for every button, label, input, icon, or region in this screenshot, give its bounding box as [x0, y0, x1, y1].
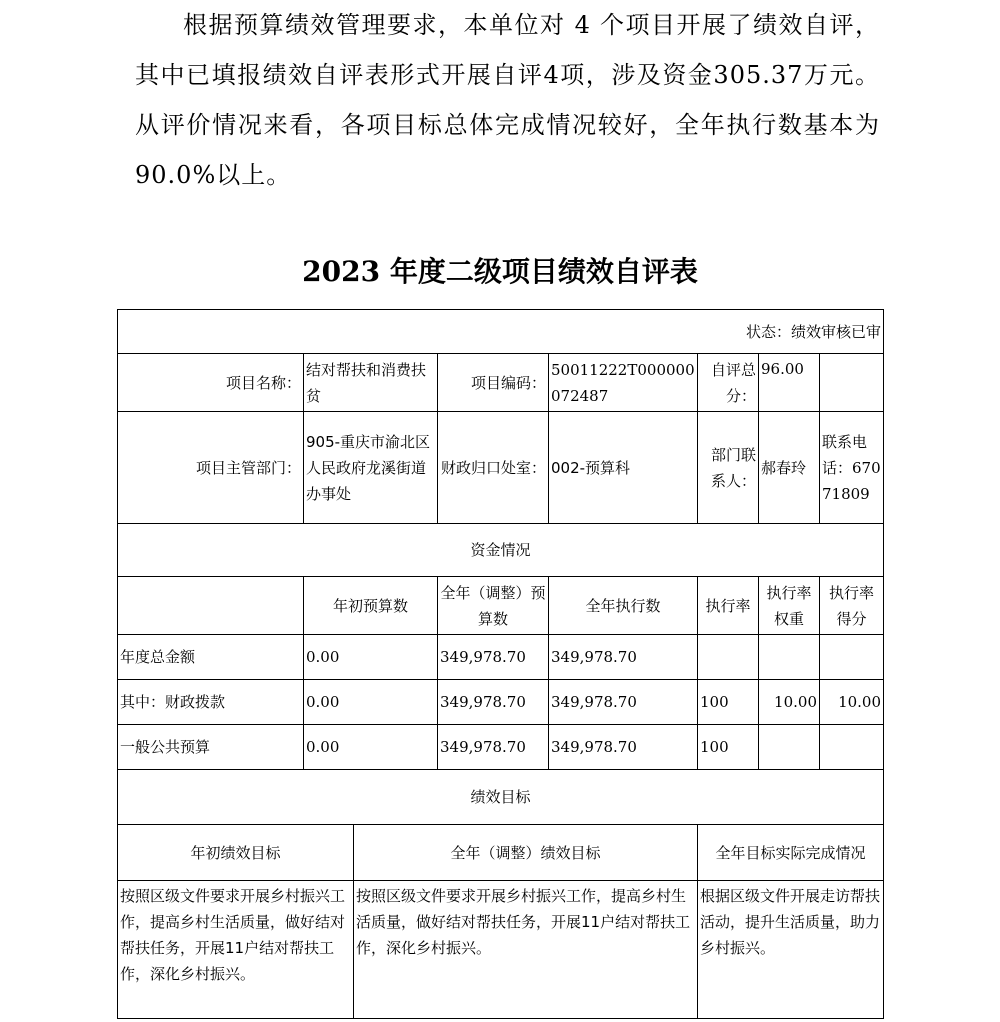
contact-phone-value: 67071809: [822, 458, 881, 503]
project-code-label: 项目编码：: [438, 354, 549, 412]
goal-actual-text: 根据区级文件开展走访帮扶活动，提升生活质量，助力乡村振兴。: [698, 881, 884, 1019]
funding-adjusted-budget: 349,978.70: [438, 725, 549, 770]
funding-executed: 349,978.70: [549, 635, 698, 680]
self-score-label: 自评总分：: [698, 354, 759, 412]
funding-rate-score: [820, 635, 884, 680]
funding-executed: 349,978.70: [549, 680, 698, 725]
dept-contact-value: 郝春玲: [759, 412, 820, 524]
funding-adjusted-budget: 349,978.70: [438, 680, 549, 725]
table-row: [118, 635, 884, 680]
status-label: 状态：绩效审核已审: [118, 310, 884, 354]
funding-rate-weight: [759, 635, 820, 680]
goal-adjusted-text: 按照区级文件要求开展乡村振兴工作，提高乡村生活质量，做好结对帮扶任务，开展11户结对帮扶工作，深化乡村振兴。: [354, 881, 698, 1019]
empty-cell: [820, 354, 884, 412]
contact-phone-cell: [820, 412, 884, 524]
funding-row-label: 年度总金额: [118, 635, 304, 680]
goals-section-title: 绩效目标: [118, 770, 884, 825]
funding-executed: 349,978.70: [549, 725, 698, 770]
self-evaluation-table: [117, 309, 884, 1019]
intro-paragraph: 根据预算绩效管理要求，本单位对 4 个项目开展了绩效自评，其中已填报绩效自评表形式开展自评4项，涉及资金305.37万元。从评价情况来看，各项目标总体完成情况较好，全年执行数基本为90.0%以上。: [135, 11, 880, 189]
supervising-dept-value: 905-重庆市渝北区人民政府龙溪街道办事处: [304, 412, 438, 524]
funding-header-initial-budget: 年初预算数: [304, 577, 438, 635]
supervising-dept-label: 项目主管部门：: [118, 412, 304, 524]
funding-header-executed: 全年执行数: [549, 577, 698, 635]
project-name-label: 项目名称：: [118, 354, 304, 412]
funding-rate-score: 10.00: [820, 680, 884, 725]
goal-initial-text: 按照区级文件要求开展乡村振兴工作，提高乡村生活质量，做好结对帮扶任务，开展11户结对帮扶工作，深化乡村振兴。: [118, 881, 354, 1019]
funding-section-title: 资金情况: [118, 524, 884, 577]
self-score-value: 96.00: [759, 354, 820, 412]
goals-header-initial: 年初绩效目标: [118, 825, 354, 881]
funding-rate-weight: 10.00: [759, 680, 820, 725]
finance-office-value: 002-预算科: [549, 412, 698, 524]
funding-initial-budget: 0.00: [304, 680, 438, 725]
table-row: [118, 725, 884, 770]
finance-office-label: 财政归口处室：: [438, 412, 549, 524]
funding-row-label: 其中：财政拨款: [118, 680, 304, 725]
funding-exec-rate: 100: [698, 725, 759, 770]
funding-exec-rate: [698, 635, 759, 680]
goals-header-actual: 全年目标实际完成情况: [698, 825, 884, 881]
project-code-value: 50011222T000000072487: [549, 354, 698, 412]
form-title: 2023 年度二级项目绩效自评表: [302, 255, 698, 288]
funding-exec-rate: 100: [698, 680, 759, 725]
funding-adjusted-budget: 349,978.70: [438, 635, 549, 680]
funding-header-exec-rate: 执行率: [698, 577, 759, 635]
funding-rate-weight: [759, 725, 820, 770]
table-row: [118, 680, 884, 725]
contact-phone-label: 联系电话：: [822, 432, 868, 477]
funding-initial-budget: 0.00: [304, 635, 438, 680]
dept-contact-label: 部门联系人：: [698, 412, 759, 524]
funding-rate-score: [820, 725, 884, 770]
project-name-value: 结对帮扶和消费扶贫: [304, 354, 438, 412]
funding-row-label: 一般公共预算: [118, 725, 304, 770]
funding-header-blank: [118, 577, 304, 635]
funding-initial-budget: 0.00: [304, 725, 438, 770]
funding-header-rate-weight: 执行率权重: [759, 577, 820, 635]
funding-header-rate-score: 执行率得分: [820, 577, 884, 635]
goals-header-adjusted: 全年（调整）绩效目标: [354, 825, 698, 881]
funding-header-adjusted-budget: 全年（调整）预算数: [438, 577, 549, 635]
